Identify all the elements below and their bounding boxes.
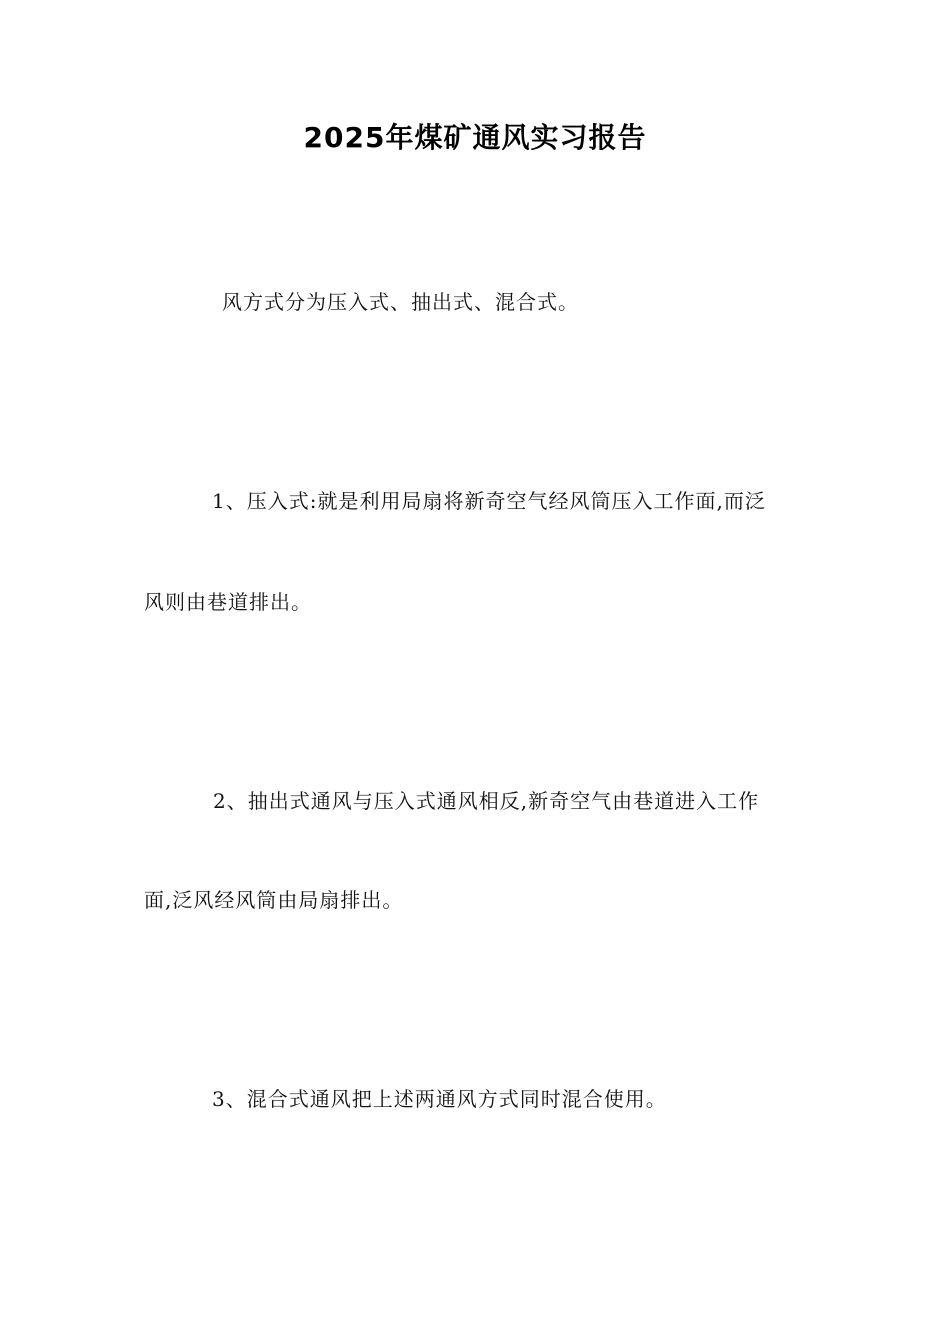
paragraph-intro-line-1: 风方式分为压入式、抽出式、混合式。: [222, 290, 579, 314]
document-title: 2025年煤矿通风实习报告: [303, 121, 647, 154]
paragraph-item-3-line-1: 3、混合式通风把上述两通风方式同时混合使用。: [212, 1087, 667, 1111]
paragraph-item-1-line-2: 风则由巷道排出。: [144, 590, 312, 614]
paragraph-item-2-line-2: 面,泛风经风筒由局扇排出。: [144, 888, 404, 912]
paragraph-item-1-line-1: 1、压入式:就是利用局扇将新奇空气经风筒压入工作面,而泛: [212, 489, 766, 513]
paragraph-item-2-line-1: 2、抽出式通风与压入式通风相反,新奇空气由巷道进入工作: [213, 789, 760, 813]
